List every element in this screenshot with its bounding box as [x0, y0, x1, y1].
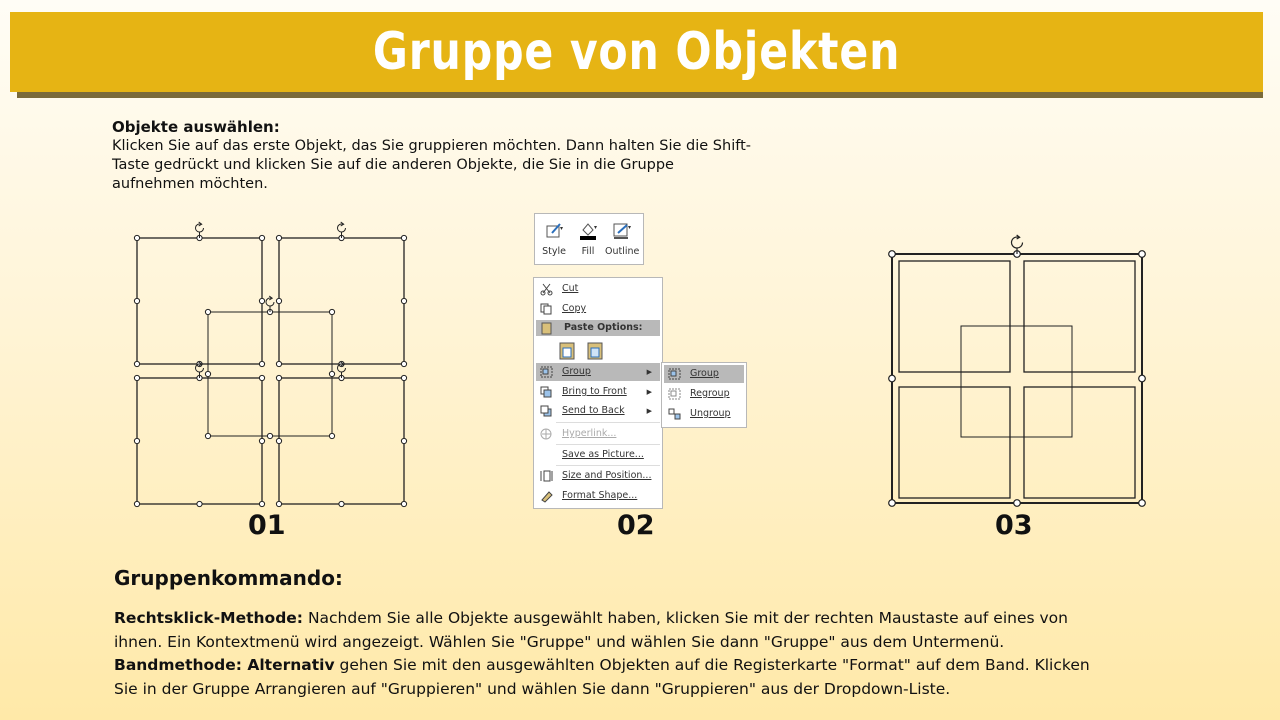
menu-separator [556, 465, 660, 466]
menu-item-hyperlink[interactable]: Hyperlink... [536, 425, 660, 443]
square-bottom-right [279, 378, 404, 504]
method-2-paragraph-cont [114, 678, 1114, 702]
selection-handle[interactable] [1014, 500, 1021, 507]
rotate-handle-icon[interactable] [1012, 237, 1023, 248]
selection-handle[interactable] [259, 235, 264, 240]
selection-handle[interactable] [401, 361, 406, 366]
outline-pen-icon [605, 218, 639, 240]
rotate-handle-icon[interactable] [338, 364, 346, 372]
selection-handle[interactable] [197, 361, 202, 366]
method-1-text-2: ihnen. Ein Kontextmenü wird angezeigt. Wählen Sie "Gruppe" und wählen Sie dann "Gruppe" aus dem Untermenü. [114, 632, 1005, 651]
selection-handle[interactable] [197, 375, 202, 380]
selection-handle[interactable] [401, 235, 406, 240]
submenu-item-group[interactable]: Group [664, 365, 744, 383]
grouped-square-center [961, 326, 1072, 437]
intro-block [112, 118, 752, 194]
intro-line-2: Taste gedrückt und klicken Sie auf die anderen Objekte, die Sie in die Gruppe [112, 157, 674, 173]
selection-handle[interactable] [1139, 251, 1146, 258]
selection-handle[interactable] [339, 235, 344, 240]
fill-button[interactable] [571, 218, 605, 257]
submenu-arrow-icon: ▶ [646, 368, 652, 376]
rotate-arrow-icon [341, 222, 344, 226]
figure-label-03: 03 [995, 510, 1033, 541]
paste-format-icons[interactable] [558, 340, 618, 360]
paste-option-buttons [558, 340, 618, 360]
menu-item-format-shape[interactable]: Format Shape... [536, 487, 660, 505]
selection-handle[interactable] [267, 433, 272, 438]
svg-text:▾: ▾ [594, 224, 598, 231]
grouped-square-top-right [1024, 261, 1135, 372]
selection-handle[interactable] [276, 501, 281, 506]
menu-item-size-and-position[interactable]: Size and Position... [536, 467, 660, 485]
fill-bucket-icon [571, 218, 605, 240]
group-icon [540, 366, 553, 378]
paste-options-header: Paste Options: [536, 320, 660, 336]
style-label: Style [542, 246, 566, 257]
mini-toolbar [534, 213, 644, 265]
submenu-arrow-icon: ▶ [646, 388, 652, 396]
section-heading: Gruppenkommando: [114, 566, 343, 590]
method-1-text: Nachdem Sie alle Objekte ausgewählt haben, klicken Sie mit der rechten Maustaste auf eines von [303, 609, 1068, 627]
selection-handle[interactable] [401, 501, 406, 506]
selection-handle[interactable] [339, 375, 344, 380]
selection-handle[interactable] [134, 235, 139, 240]
rotate-arrow-icon [341, 362, 344, 366]
format-shape-icon [540, 490, 553, 502]
intro-line-3: aufnehmen möchten. [112, 176, 268, 192]
menu-separator [556, 444, 660, 445]
grouped-square-bottom-right [1024, 387, 1135, 498]
intro-line-1: Klicken Sie auf das erste Objekt, das Sie gruppieren möchten. Dann halten Sie die Shift- [112, 138, 751, 154]
selection-handle[interactable] [259, 298, 264, 303]
selection-handle[interactable] [259, 501, 264, 506]
method-1-label: Rechtsklick-Methode: [114, 609, 304, 627]
selection-handle[interactable] [1139, 500, 1146, 507]
method-2-paragraph [114, 654, 1114, 678]
grouped-square-bottom-left [899, 387, 1010, 498]
rotate-arrow-icon [1017, 235, 1020, 239]
style-button[interactable] [537, 218, 571, 257]
selection-handle[interactable] [134, 375, 139, 380]
outline-label: Outline [605, 246, 640, 257]
selection-handle[interactable] [889, 375, 896, 382]
selection-handle[interactable] [267, 309, 272, 314]
svg-text:▾: ▾ [628, 224, 632, 231]
scissors-icon [540, 283, 553, 295]
title-bar [10, 12, 1263, 92]
figure-label-01: 01 [248, 510, 286, 541]
selection-handle[interactable] [276, 361, 281, 366]
size-position-icon [540, 470, 553, 482]
method-2-text: gehen Sie mit den ausgewählten Objekten auf die Registerkarte "Format" auf dem Band. Klicken [334, 656, 1090, 674]
selection-handle[interactable] [259, 438, 264, 443]
selection-handle[interactable] [134, 361, 139, 366]
selection-handle[interactable] [205, 371, 210, 376]
selection-handle[interactable] [329, 309, 334, 314]
menu-item-send-to-back[interactable]: Send to Back ▶ [536, 402, 660, 420]
selection-handle[interactable] [276, 235, 281, 240]
submenu-arrow-icon: ▶ [646, 407, 652, 415]
selection-handle[interactable] [1014, 251, 1021, 258]
square-top-right [279, 238, 404, 364]
selection-handle[interactable] [134, 438, 139, 443]
selection-handle[interactable] [259, 361, 264, 366]
group-icon [668, 368, 681, 380]
rotate-handle-icon[interactable] [338, 224, 346, 232]
selection-handle[interactable] [276, 438, 281, 443]
selection-handle[interactable] [205, 309, 210, 314]
selection-handle[interactable] [329, 433, 334, 438]
rotate-arrow-icon [199, 222, 202, 226]
menu-item-copy[interactable]: Copy [536, 300, 660, 318]
selection-handle[interactable] [339, 501, 344, 506]
rotate-handle-icon[interactable] [196, 224, 204, 232]
menu-item-group[interactable]: Group ▶ [536, 363, 660, 381]
instructions-block [114, 607, 1114, 701]
submenu-item-ungroup[interactable]: Ungroup [664, 405, 744, 423]
selection-handle[interactable] [401, 438, 406, 443]
selection-handle[interactable] [205, 433, 210, 438]
group-bounding-box [892, 254, 1142, 503]
ungroup-icon [668, 408, 681, 420]
selection-handle[interactable] [339, 361, 344, 366]
context-menu [533, 277, 663, 509]
square-center [208, 312, 332, 436]
menu-item-cut[interactable]: Cut [536, 280, 660, 298]
selection-handle[interactable] [401, 298, 406, 303]
method-2-text-2: Sie in der Gruppe Arrangieren auf "Gruppieren" und wählen Sie dann "Gruppieren" aus der Dropdown-Liste. [114, 679, 951, 698]
submenu-item-regroup[interactable]: Regroup [664, 385, 744, 403]
send-to-back-icon [540, 405, 553, 417]
intro-heading: Objekte auswählen: [112, 118, 280, 136]
selection-handle[interactable] [889, 500, 896, 507]
figure-label-02: 02 [617, 510, 655, 541]
selection-handle[interactable] [329, 371, 334, 376]
method-1-paragraph [114, 607, 1114, 631]
copy-icon [540, 303, 553, 315]
selection-handle[interactable] [259, 375, 264, 380]
regroup-icon [668, 388, 681, 400]
selection-handle[interactable] [134, 298, 139, 303]
svg-text:▾: ▾ [560, 225, 564, 232]
menu-item-bring-to-front[interactable]: Bring to Front ▶ [536, 383, 660, 401]
style-icon [537, 218, 571, 240]
hyperlink-icon [540, 428, 553, 440]
group-submenu [661, 362, 747, 428]
grouped-square-top-left [899, 261, 1010, 372]
slide-title: Gruppe von Objekten [372, 22, 901, 82]
rotate-arrow-icon [199, 362, 202, 366]
selection-handle[interactable] [197, 235, 202, 240]
square-top-left [137, 238, 262, 364]
outline-button[interactable] [605, 218, 639, 257]
selection-handle[interactable] [276, 298, 281, 303]
menu-item-save-as-picture[interactable]: Save as Picture... [562, 449, 644, 460]
rotate-handle-icon[interactable] [266, 298, 274, 306]
rotate-arrow-icon [269, 296, 272, 300]
method-1-paragraph-cont [114, 631, 1114, 655]
square-bottom-left [137, 378, 262, 504]
selection-handle[interactable] [1139, 375, 1146, 382]
selection-handle[interactable] [401, 375, 406, 380]
menu-separator [556, 422, 660, 423]
selection-handle[interactable] [276, 375, 281, 380]
selection-handle[interactable] [889, 251, 896, 258]
fill-label: Fill [581, 246, 595, 257]
selection-handle[interactable] [134, 501, 139, 506]
bring-to-front-icon [540, 386, 553, 398]
method-2-label: Bandmethode: Alternativ [114, 656, 335, 674]
rotate-handle-icon[interactable] [196, 364, 204, 372]
selection-handle[interactable] [197, 501, 202, 506]
